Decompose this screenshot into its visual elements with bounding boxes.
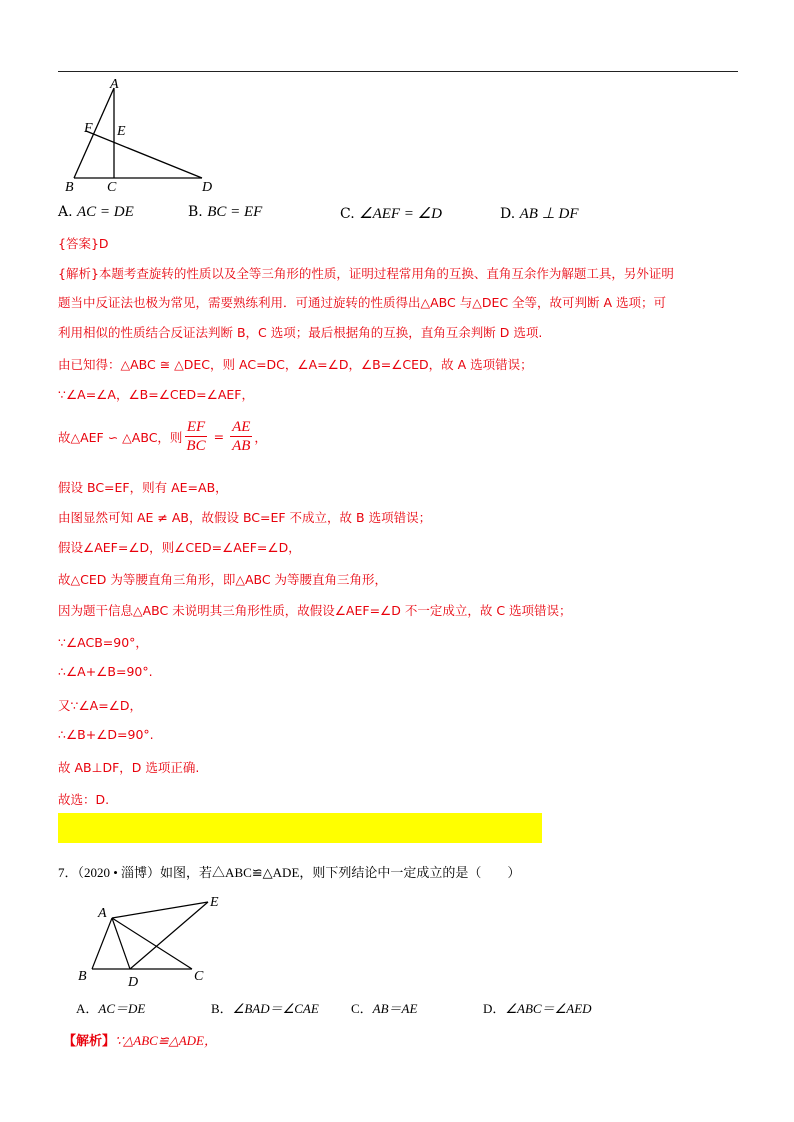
q7-option-c: C．AB＝AE — [351, 1001, 418, 1016]
fraction-ae-ab — [230, 418, 252, 455]
equals-sign: = — [213, 429, 225, 444]
step-8: 因为题干信息△ABC 未说明其三角形性质，故假设∠AEF=∠D 不一定成立，故 C 选项错误； — [58, 603, 572, 618]
step-1: 由已知得：△ABC ≅ △DEC，则 AC=DC，∠A=∠D，∠B=∠CED，故 A 选项错误； — [58, 357, 533, 372]
label-C: C — [107, 180, 117, 195]
q6-option-b: B. BC = EF — [188, 204, 263, 220]
q7-analysis-tag: 【解析】 — [63, 1034, 116, 1049]
step-3 — [58, 418, 267, 455]
step-14: 故选：D. — [58, 792, 110, 807]
frac2-numerator: AE — [232, 419, 251, 435]
label-A: A — [110, 77, 119, 92]
question-7: 7．（2020 • 淄博）如图，若△ABC≌△ADE，则下列结论中一定成立的是（ ） — [58, 865, 521, 880]
step-11: 又∵∠A=∠D， — [58, 698, 143, 713]
analysis-line-1: {解析}本题考查旋转的性质以及全等三角形的性质，证明过程常用角的互换、直角互余作为解题工具，另外证明 — [58, 266, 674, 281]
header-rule — [58, 71, 738, 72]
fig2-label-C: C — [194, 969, 204, 984]
frac1-denominator: BC — [186, 438, 206, 454]
label-E: E — [117, 124, 126, 139]
q6-option-c: C. ∠AEF = ∠D — [340, 206, 442, 222]
yellow-highlight-bar — [58, 813, 542, 843]
step-12: ∴∠B+∠D=90°. — [58, 727, 154, 742]
step-13: 故 AB⊥DF，D 选项正确. — [58, 760, 200, 775]
label-F: F — [84, 121, 93, 136]
fig2-label-B: B — [78, 969, 87, 984]
step-4: 假设 BC=EF，则有 AE=AB， — [58, 480, 228, 495]
fig2-label-E: E — [210, 895, 219, 910]
q7-option-d: D．∠ABC＝∠AED — [483, 1001, 592, 1016]
step-9: ∵∠ACB=90°， — [58, 635, 148, 650]
fraction-ef-bc — [184, 418, 207, 455]
frac2-denominator: AB — [232, 438, 251, 454]
q7-option-a: A．AC＝DE — [76, 1001, 146, 1016]
triangle-figure-2 — [72, 892, 232, 994]
q7-analysis — [63, 1030, 217, 1049]
step-10: ∴∠A+∠B=90°. — [58, 664, 153, 679]
label-B: B — [65, 180, 74, 195]
analysis-line-2: 题当中反证法也极为常见，需要熟练利用．可通过旋转的性质得出△ABC 与△DEC 全等，故可判断 A 选项；可 — [58, 295, 667, 310]
step-3-prefix: 故△AEF ∽ △ABC，则 — [58, 429, 183, 445]
step-5: 由图显然可知 AE ≠ AB，故假设 BC=EF 不成立，故 B 选项错误； — [58, 510, 432, 525]
label-D: D — [202, 180, 213, 195]
step-2: ∵∠A=∠A，∠B=∠CED=∠AEF， — [58, 387, 254, 402]
analysis-line-3: 利用相似的性质结合反证法判断 B，C 选项；最后根据角的互换，直角互余判断 D 选项. — [58, 325, 543, 340]
step-7: 故△CED 为等腰直角三角形，即△ABC 为等腰直角三角形， — [58, 572, 388, 587]
fig2-label-A: A — [98, 906, 107, 921]
q6-option-d: D. AB ⊥ DF — [500, 206, 579, 222]
fig2-label-D: D — [128, 975, 139, 990]
step-6: 假设∠AEF=∠D，则∠CED=∠AEF=∠D， — [58, 540, 301, 555]
q7-analysis-text: ∵△ABC≌△ADE， — [115, 1033, 217, 1048]
triangle-figure-1 — [58, 74, 228, 196]
q6-option-a: A. AC = DE — [58, 204, 134, 220]
q7-option-b: B．∠BAD＝∠CAE — [211, 1001, 319, 1016]
frac1-numerator: EF — [186, 419, 206, 435]
step-3-suffix: ， — [254, 429, 267, 445]
answer-line: {答案}D — [58, 236, 109, 251]
